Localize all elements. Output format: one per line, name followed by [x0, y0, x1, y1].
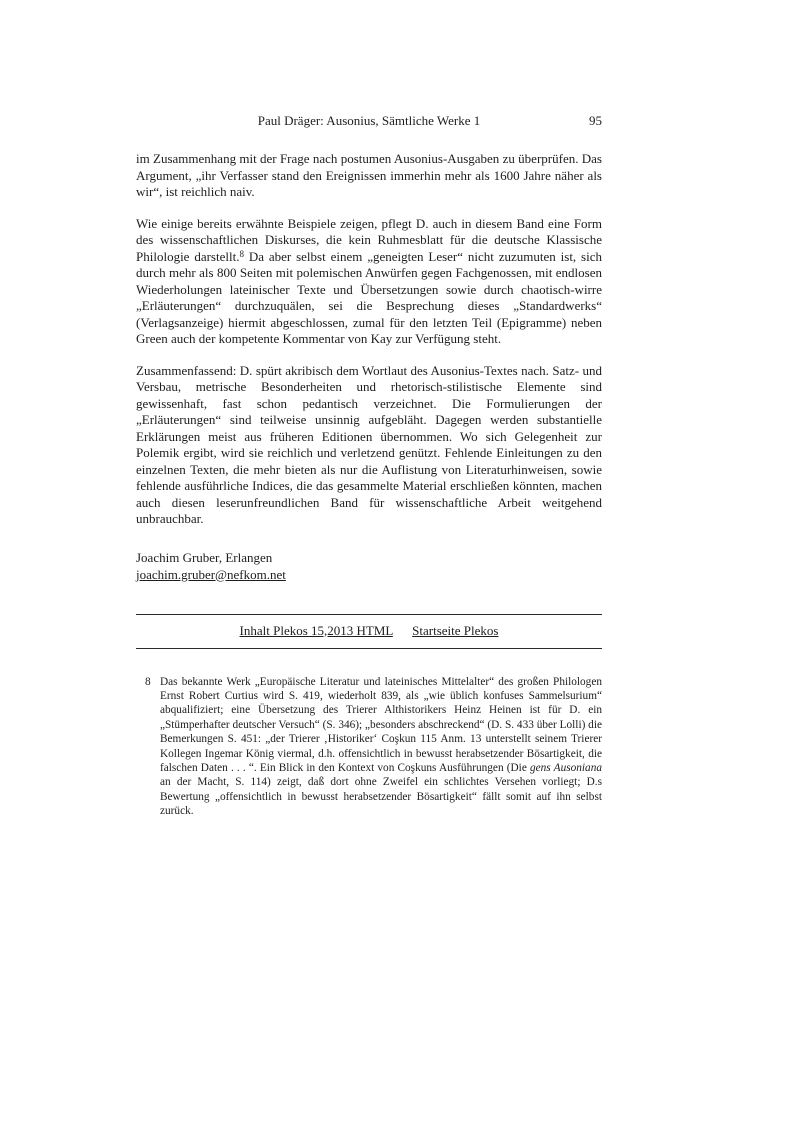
paragraph-1: im Zusammenhang mit der Frage nach postumen Ausonius-Ausgaben zu überprüfen. Das Argument, „ihr Verfasser stand den Ereignissen immerhin mehr als 1600 Jahre näher als wir“, ist reichlich naiv.: [136, 151, 602, 199]
review-body: [136, 151, 602, 583]
paragraph-3: Zusammenfassend: D. spürt akribisch dem Wortlaut des Ausonius-Textes nach. Satz- und Versbau, metrische Besonderheiten und rhetorisch-stilistische Elemente sind gewissenhaft, fast schon pedantisch verzeichnet. Die Formulierungen der „Erläuterungen“ sind teilweise unsinnig aufgebläht. Dagegen werden substantielle Erklärungen meist aus früheren Editionen übernommen. Wo sich Gelegenheit zur Polemik ergibt, wird sie reichlich und verletzend genützt. Fehlende Einleitungen zu den einzelnen Texten, die mehr bieten als nur die Auflistung von Literaturhinweisen, sowie fehlende ausführliche Indices, die das gesammelte Material erschließen könnten, machen auch diesen leserunfreundlichen Band für wissenschaftliche Arbeit weitgehend unbrauchbar.: [136, 362, 602, 526]
footer-nav: [136, 615, 602, 648]
paragraph-2: [136, 216, 602, 348]
text-column: [136, 113, 602, 819]
page-header: [136, 113, 602, 129]
footnote-ref-8: 8: [239, 248, 244, 259]
signature-block: [136, 549, 602, 583]
signature-name: Joachim Gruber, Erlangen: [136, 549, 273, 565]
footnote-8: [136, 675, 602, 819]
paragraph-2-text-cont: Da aber selbst einem „geneigten Leser“ nicht zuzumuten ist, sich durch mehr als 800 Seiten mit polemischen Anwürfen gegen Fachgenossen, mit endlosen Wiederholungen lateinischer Texte und Übersetzungen sowie durch chaotisch-wirre „Erläuterungen“ durchzuquälen, sei die Besprechung dieses „Standardwerks“ (Verlagsanzeige) hiermit abgeschlossen, zumal für den letzten Teil (Epigramme) neben Green auch der kompetente Kommentar von Kay zur Verfügung steht.: [136, 248, 602, 346]
footnote-number: 8: [145, 675, 151, 688]
paragraph-2-text: Wie einige bereits erwähnte Beispiele zeigen, pflegt D. auch in diesem Band eine Form des wissenschaftlichen Diskurses, die kein Ruhmesblatt für die deutsche Klassische Philologie darstellt.: [136, 215, 602, 264]
footnote-text-part1: Das bekannte Werk „Europäische Literatur und lateinisches Mittelalter“ des großen Philologen Ernst Robert Curtius wird S. 419, wiederholt 839, als „wie üblich konfuses Sammelsurium“ abqualifiziert; eine Übersetzung des Trierer Althistorikers Heinz Heinen ist für D. ein „Stümperhafter deutscher Versuch“ (S. 346); „besonders abschreckend“ (D. S. 433 über Lolli) die Bemerkungen S. 451: „der Trierer ‚Historiker‘ Coşkun 115 Anm. 13 unterstellt seinem Trierer Kollegen Ingemar König viermal, d.h. offensichtlich in bewusst herabsetzender Bösartigkeit, die falschen Daten . . . “. Ein Blick in den Kontext von Coşkuns Ausführungen (Die: [160, 675, 602, 774]
page-number: 95: [589, 113, 602, 128]
email-link[interactable]: joachim.gruber@nefkom.net: [136, 566, 286, 582]
running-head-title: Paul Dräger: Ausonius, Sämtliche Werke 1: [257, 113, 481, 128]
footnote-text-part2: an der Macht, S. 114) zeigt, daß dort ohne Zweifel ein schlichtes Versehen vorliegt; D.s Bewertung „offensichtlich in bewusst herabsetzender Bösartigkeit“ fällt somit auf ihn selbst zurück.: [160, 776, 602, 818]
startseite-plekos-link[interactable]: Startseite Plekos: [412, 622, 499, 638]
footnote-italic-title: gens Ausoniana: [530, 761, 602, 774]
divider-bottom: [136, 648, 602, 649]
footnote-text: [160, 675, 602, 819]
inhalt-plekos-link[interactable]: Inhalt Plekos 15,2013 HTML: [239, 622, 393, 638]
